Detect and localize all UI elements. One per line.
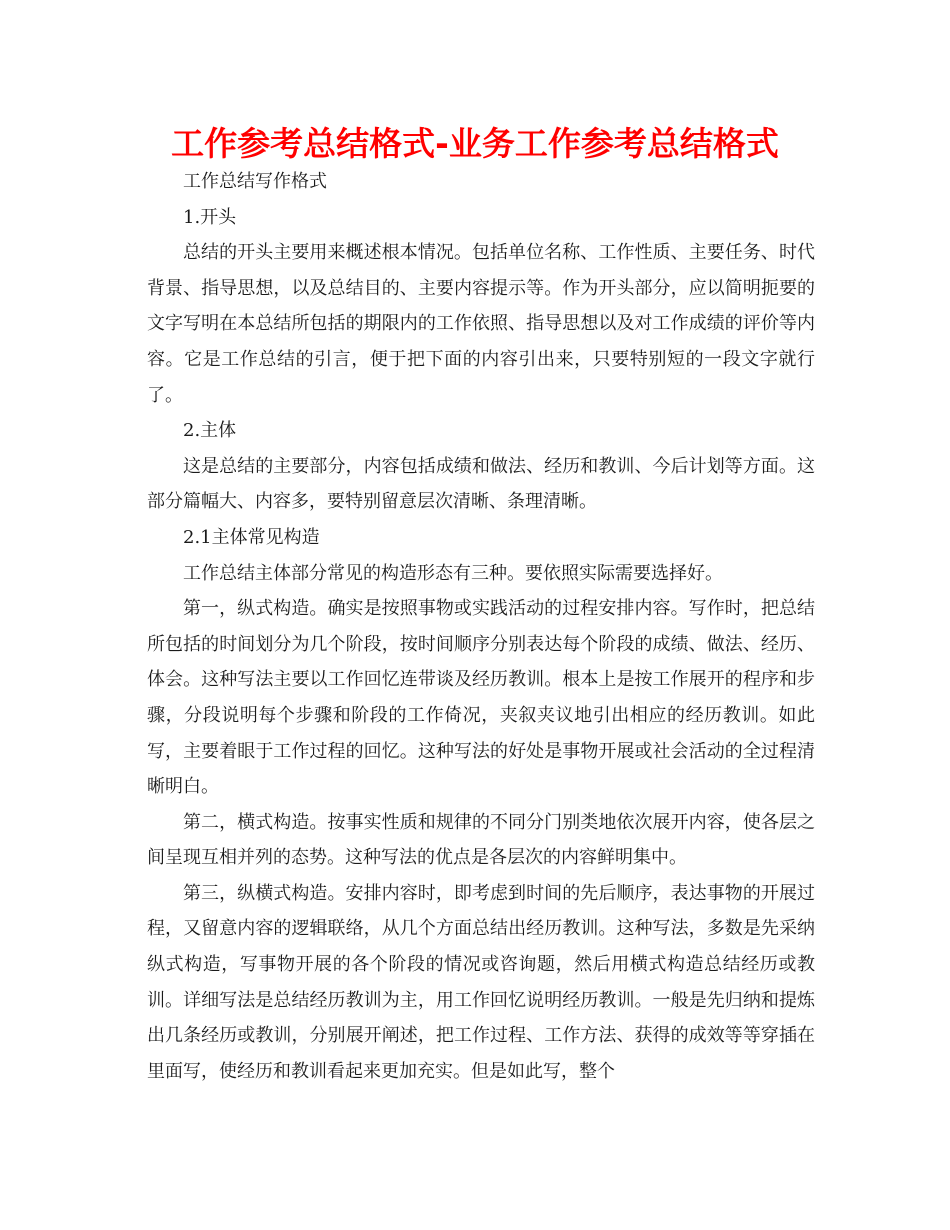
section-heading: 工作总结写作格式 xyxy=(183,171,327,192)
subsection-heading-structure: 2.1主体常见构造 xyxy=(183,526,320,548)
section-heading-main-body: 2.主体 xyxy=(183,420,237,442)
section-heading-opening: 1.开头 xyxy=(183,206,237,228)
paragraph-opening: 总结的开头主要用来概述根本情况。包括单位名称、工作性质、主要任务、时代背景、指导思想，以及总结目的、主要内容提示等。作为开头部分，应以简明扼要的文字写明在本总结所包括的期限内的工作依照、指导思想以及对工作成绩的评价等内容。它是工作总结的引言，便于把下面的内容引出来，只要特别短的一段文字就行了。 xyxy=(147,242,815,406)
document-body xyxy=(147,164,815,1089)
paragraph-horizontal-structure: 第二，横式构造。按事实性质和规律的不同分门别类地依次展开内容，使各层之间呈现互相并列的态势。这种写法的优点是各层次的内容鲜明集中。 xyxy=(147,811,815,869)
paragraph-main-body: 这是总结的主要部分，内容包括成绩和做法、经历和教训、今后计划等方面。这部分篇幅大、内容多，要特别留意层次清晰、条理清晰。 xyxy=(147,455,815,513)
paragraph-combined-structure: 第三，纵横式构造。安排内容时，即考虑到时间的先后顺序，表达事物的开展过程，又留意内容的逻辑联络，从几个方面总结出经历教训。这种写法，多数是先采纳纵式构造，写事物开展的各个阶段的情况或咨询题，然后用横式构造总结经历或教训。详细写法是总结经历教训为主，用工作回忆说明经历教训。一般是先归纳和提炼出几条经历或教训，分别展开阐述，把工作过程、工作方法、获得的成效等等穿插在里面写，使经历和教训看起来更加充实。但是如此写，整个 xyxy=(147,882,815,1082)
paragraph-vertical-structure: 第一，纵式构造。确实是按照事物或实践活动的过程安排内容。写作时，把总结所包括的时间划分为几个阶段，按时间顺序分别表达每个阶段的成绩、做法、经历、体会。这种写法主要以工作回忆连带谈及经历教训。根本上是按工作展开的程序和步骤，分段说明每个步骤和阶段的工作倚况，夹叙夹议地引出相应的经历教训。如此写，主要着眼于工作过程的回忆。这种写法的好处是事物开展或社会活动的全过程清晰明白。 xyxy=(147,598,815,798)
document-title: 工作参考总结格式-业务工作参考总结格式 xyxy=(171,124,779,163)
paragraph-structure-intro: 工作总结主体部分常见的构造形态有三种。要依照实际需要选择好。 xyxy=(183,562,723,584)
